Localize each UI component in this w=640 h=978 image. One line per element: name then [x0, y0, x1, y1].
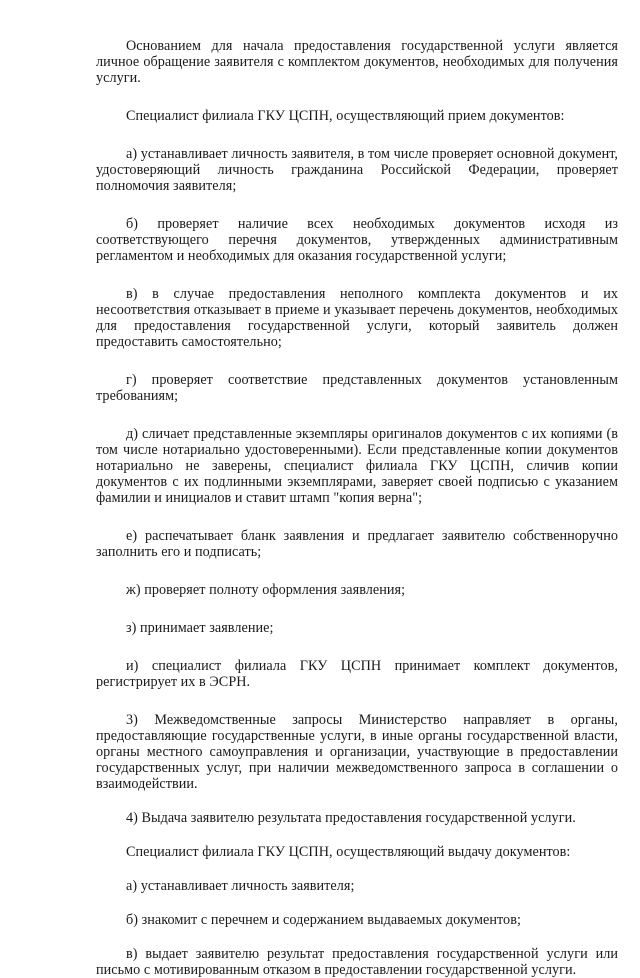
list-item-zh: ж) проверяет полноту оформления заявления; [126, 582, 406, 598]
paragraph-specialist-intake: Специалист филиала ГКУ ЦСПН, осуществляющий прием документов: [126, 108, 565, 124]
paragraph-specialist-issuance: Специалист филиала ГКУ ЦСПН, осуществляющий выдачу документов: [126, 844, 571, 860]
list-item-b: б) проверяет наличие всех необходимых документов исходя из соответствующего перечня документов, утвержденных административным регламентом и необходимых для оказания государственной услуги; [96, 216, 618, 264]
list-item-z: з) принимает заявление; [126, 620, 274, 636]
issuance-item-v: в) выдает заявителю результат предоставления государственной услуги или письмо с мотивированным отказом в предоставлении государственной услуги. [96, 946, 618, 978]
issuance-item-a: а) устанавливает личность заявителя; [126, 878, 355, 894]
list-item-g: г) проверяет соответствие представленных документов установленным требованиям; [96, 372, 618, 404]
issuance-item-b: б) знакомит с перечнем и содержанием выдаваемых документов; [126, 912, 521, 928]
section-3-interagency-requests: 3) Межведомственные запросы Министерство направляет в органы, предоставляющие государственные услуги, в иные органы государственной власти, органы местного самоуправления и организации, участвующие в предоставлении государственных услуг, при наличии межведомственного запроса в соглашении о взаимодействии. [96, 712, 618, 792]
list-item-i: и) специалист филиала ГКУ ЦСПН принимает комплект документов, регистрирует их в ЭСРН. [96, 658, 618, 690]
list-item-v: в) в случае предоставления неполного комплекта документов и их несоответствия отказывает в приеме и указывает перечень документов, необходимых для предоставления государственной услуги, который заявитель должен предоставить самостоятельно; [96, 286, 618, 350]
list-item-e: е) распечатывает бланк заявления и предлагает заявителю собственноручно заполнить его и подписать; [96, 528, 618, 560]
paragraph-basis: Основанием для начала предоставления государственной услуги является личное обращение заявителя с комплектом документов, необходимых для получения услуги. [96, 38, 618, 86]
list-item-a: а) устанавливает личность заявителя, в том числе проверяет основной документ, удостоверяющий личность гражданина Российской Федерации, проверяет полномочия заявителя; [96, 146, 619, 194]
section-4-result-issuance: 4) Выдача заявителю результата предоставления государственной услуги. [126, 810, 576, 826]
list-item-d: д) сличает представленные экземпляры оригиналов документов с их копиями (в том числе нотариально удостоверенными). Если представленные копии документов нотариально не заверены, специалист филиала ГКУ ЦСПН, сличив копии документов с их подлинными экземплярами, заверяет своей подписью с указанием фамилии и инициалов и ставит штамп "копия верна"; [96, 426, 618, 506]
